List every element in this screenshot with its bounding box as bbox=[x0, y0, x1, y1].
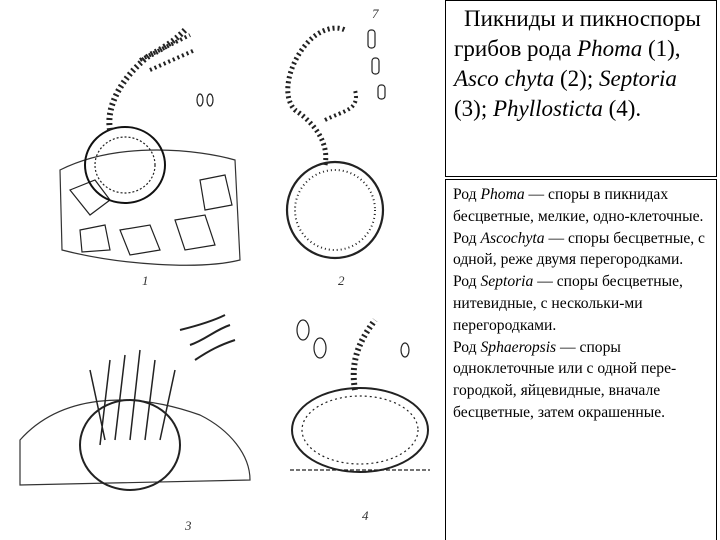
figure-label-4: 4 bbox=[362, 508, 369, 523]
description-genus: Phoma bbox=[480, 186, 525, 203]
figure-label-2: 2 bbox=[338, 273, 345, 288]
description-genus: Sphaeropsis bbox=[480, 338, 557, 356]
description-phoma bbox=[453, 184, 712, 228]
description-text: — споры бесцветные, с одной, реже двумя перегородками. bbox=[453, 229, 705, 269]
title-genus-ascochyta: Asco chyta bbox=[454, 66, 555, 91]
figure-label-1: 1 bbox=[142, 273, 149, 288]
description-ascochyta bbox=[453, 228, 712, 272]
description-genus: Septoria bbox=[480, 273, 534, 291]
figure-label-3: 3 bbox=[185, 518, 192, 533]
description-text: — споры бесцветные, нитевидные, с нескольки-ми перегородками. bbox=[453, 273, 683, 334]
description-prefix: Род bbox=[453, 229, 481, 247]
figure-1-phoma bbox=[60, 30, 240, 265]
title-genus-phoma: Phoma bbox=[577, 36, 643, 61]
figure-3-septoria bbox=[20, 315, 250, 490]
description-text: — споры одноклеточные или с одной пере-городкой, яйцевидные, вначале бесцветные, затем окрашенные. bbox=[453, 338, 677, 421]
description-prefix: Род bbox=[453, 273, 481, 291]
slide-title bbox=[454, 4, 710, 124]
title-genus-phyllosticta: Phyllosticta bbox=[492, 96, 603, 121]
title-genus-septoria: Septoria bbox=[598, 66, 677, 91]
title-box bbox=[445, 0, 717, 177]
figure-2-ascochyta bbox=[287, 28, 385, 258]
title-text-4: (3); bbox=[454, 96, 493, 121]
description-septoria bbox=[453, 271, 712, 336]
description-prefix: Род bbox=[453, 186, 481, 203]
figure-4-phyllosticta bbox=[290, 320, 430, 472]
description-prefix: Род bbox=[453, 338, 481, 356]
description-sphaeropsis bbox=[453, 337, 712, 424]
description-text: — споры в пикнидах бесцветные, мелкие, одно-клеточные. bbox=[453, 186, 704, 225]
title-text-1: Пикниды и пикноспоры грибов рода bbox=[454, 6, 701, 61]
title-text-3: (2); bbox=[554, 66, 599, 91]
description-genus: Ascochyta bbox=[480, 229, 545, 247]
figure-label-7: 7 bbox=[372, 6, 379, 21]
description-box bbox=[445, 179, 717, 540]
title-text-2: (1), bbox=[642, 36, 681, 61]
title-text-5: (4). bbox=[602, 96, 642, 121]
